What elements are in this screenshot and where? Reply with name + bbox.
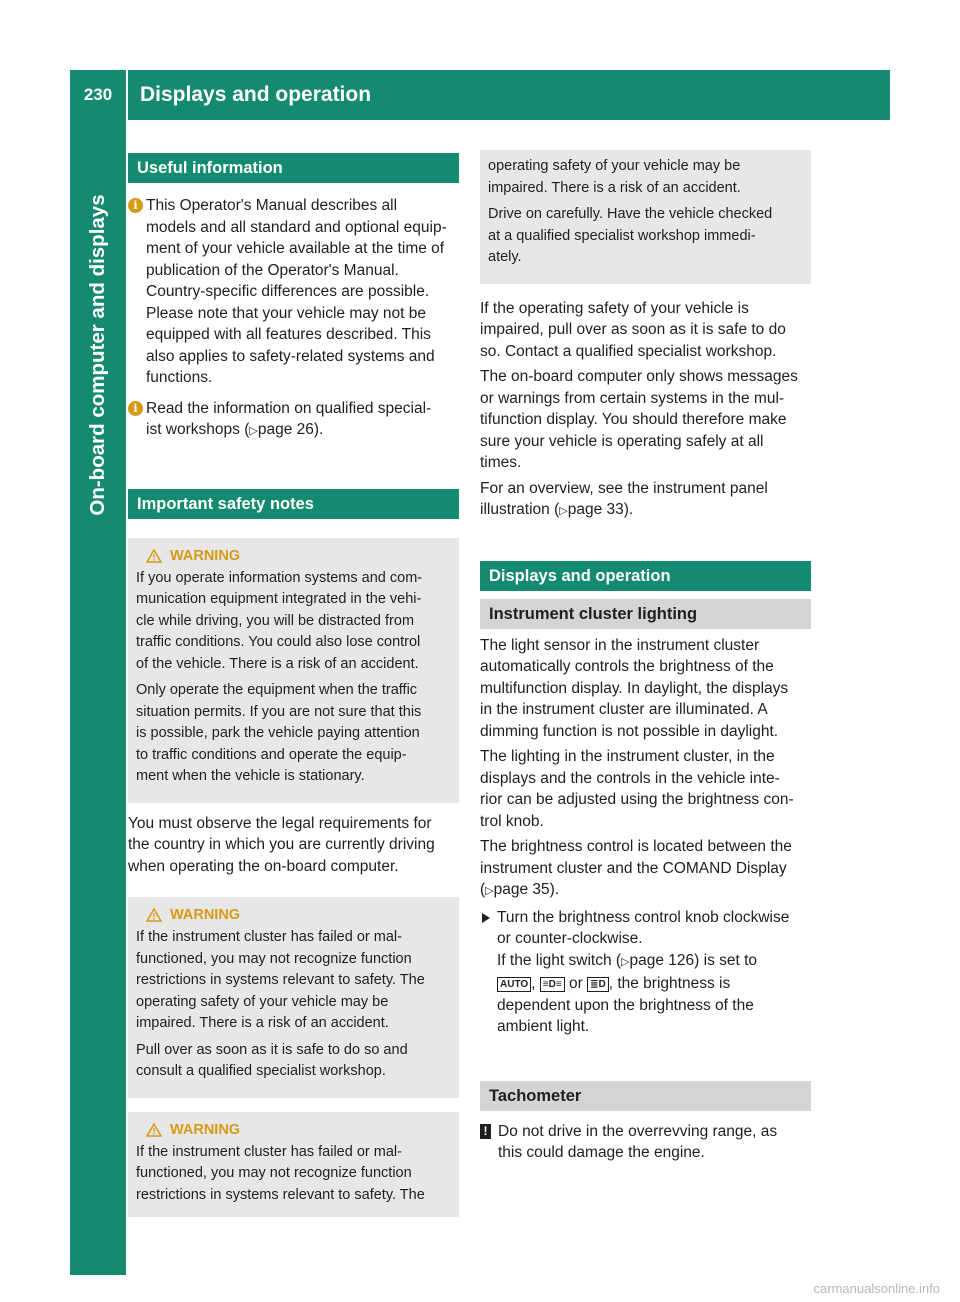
warning-text: If you operate information systems and com- munication equipment integrated in the vehi- cle while driving, you will be distracted from traffic conditions. You could also lose control of the vehicle. There is a risk of an accident. [136, 569, 423, 672]
attention-note: ! Do not drive in the overrevving range, as this could damage the engine. [480, 1121, 811, 1164]
paragraph: If the operating safety of your vehicle is impaired, pull over as soon as it is safe to do so. Contact a qualified specialist workshop. [480, 299, 786, 360]
warning-header: WARNING [136, 544, 451, 568]
page-title: Displays and operation [140, 83, 372, 106]
page-ref-link[interactable]: page 126) is set to [629, 951, 758, 969]
warning-triangle-icon [146, 1123, 162, 1137]
text-line: ist workshops (▷page 26). [146, 421, 324, 438]
warning-triangle-icon [146, 908, 162, 922]
left-column [128, 150, 459, 1217]
page-ref-icon: ▷ [559, 505, 568, 517]
text-line: equipped with all features described. This [146, 326, 431, 343]
paragraph: The brightness control is located between the instrument cluster and the COMAND Display (▷page 35). [480, 838, 792, 898]
warning-box [128, 1112, 459, 1218]
auto-light-symbol-icon: AUTO [497, 977, 531, 992]
instruction-step: Turn the brightness control knob clockwise or counter-clockwise. If the light switch (▷page 126) is set to AUTO , ≡D≡ or ≣D , the brightness is dependent upon the brightness of the ambient light. [480, 907, 811, 1038]
warning-text: Only operate the equipment when the traffic situation permits. If you are not sure that this is possible, park the vehicle paying attention to traffic conditions and operate the equip- ment when the vehicle is stationary. [136, 682, 422, 784]
subsection-heading-tachometer: Tachometer [480, 1081, 811, 1111]
warning-box [128, 538, 459, 803]
text-line: models and all standard and optional equip- [146, 218, 447, 236]
low-beam-symbol-icon: ≣D [587, 977, 609, 992]
page-ref-icon: ▷ [621, 955, 630, 968]
info-note-workshops [128, 398, 459, 443]
paragraph: The lighting in the instrument cluster, in the displays and the controls in the vehicle inte- rior can be adjusted using the brightness con- trol knob. [480, 748, 794, 830]
page-ref-icon: ▷ [249, 425, 258, 437]
text-line: Country-specific differences are possible. [146, 283, 430, 300]
page-ref-link[interactable]: page 26). [257, 421, 324, 438]
page-ref-icon: ▷ [485, 885, 494, 897]
watermark: carmanualsonline.info [813, 1281, 940, 1296]
right-column [480, 150, 811, 1164]
warning-text: Drive on carefully. Have the vehicle checked at a qualified specialist workshop immedi- ately. [488, 206, 773, 265]
text-line: publication of the Operator's Manual. [146, 261, 399, 279]
paragraph: The light sensor in the instrument cluster automatically controls the brightness of the multifunction display. In daylight, the displays in the instrument cluster are illuminated. A dimming function is not possible in daylight. [480, 636, 789, 740]
warning-header: WARNING [136, 1118, 451, 1142]
warning-text: operating safety of your vehicle may be impaired. There is a risk of an accident. [488, 158, 741, 196]
section-heading-important-safety-notes: Important safety notes [128, 489, 459, 519]
page-ref-link[interactable]: page 35). [493, 881, 560, 898]
section-heading-useful-information: Useful information [128, 153, 459, 183]
text-line: This Operator's Manual describes all [146, 197, 398, 214]
parking-light-symbol-icon: ≡D≡ [540, 977, 565, 992]
info-icon: i [128, 401, 143, 416]
warning-text: If the instrument cluster has failed or mal- functioned, you may not recognize function restrictions in systems relevant to safety. The [136, 1143, 425, 1203]
info-icon: i [128, 198, 143, 213]
text-line: also applies to safety-related systems and [146, 347, 435, 365]
warning-box [128, 897, 459, 1098]
warning-header: WARNING [136, 903, 451, 927]
text-line: ment of your vehicle available at the time of [146, 240, 445, 257]
info-note [128, 195, 459, 389]
attention-icon: ! [480, 1124, 491, 1139]
paragraph: For an overview, see the instrument panel illustration (▷page 33). [480, 479, 768, 518]
warning-triangle-icon [146, 549, 162, 563]
warning-text: If the instrument cluster has failed or mal- functioned, you may not recognize function restrictions in systems relevant to safety. The operating safety of your vehicle may be impaired. There is a risk of an accident. [136, 929, 425, 1031]
text-line: functions. [146, 369, 213, 386]
chapter-tab-label: On-board computer and displays [86, 194, 109, 516]
warning-text: Pull over as soon as it is safe to do so and consult a qualified specialist workshop. [136, 1041, 408, 1079]
page-ref-link[interactable]: page 33). [567, 501, 634, 518]
page-number: 230 [83, 85, 113, 104]
text-line: Read the information on qualified special- [146, 399, 432, 417]
subsection-heading-instrument-cluster-lighting: Instrument cluster lighting [480, 599, 811, 629]
paragraph: You must observe the legal requirements for the country in which you are currently driving when operating the on-board computer. [128, 814, 435, 875]
warning-box-continued [480, 150, 811, 284]
text-line: Please note that your vehicle may not be [146, 304, 427, 322]
paragraph: The on-board computer only shows messages or warnings from certain systems in the mul- tifunction display. You should therefore make sure your vehicle is operating safely at all times. [480, 368, 798, 471]
section-heading-displays-and-operation: Displays and operation [480, 561, 811, 591]
header-divider [126, 70, 128, 120]
step-arrow-icon [482, 913, 490, 923]
